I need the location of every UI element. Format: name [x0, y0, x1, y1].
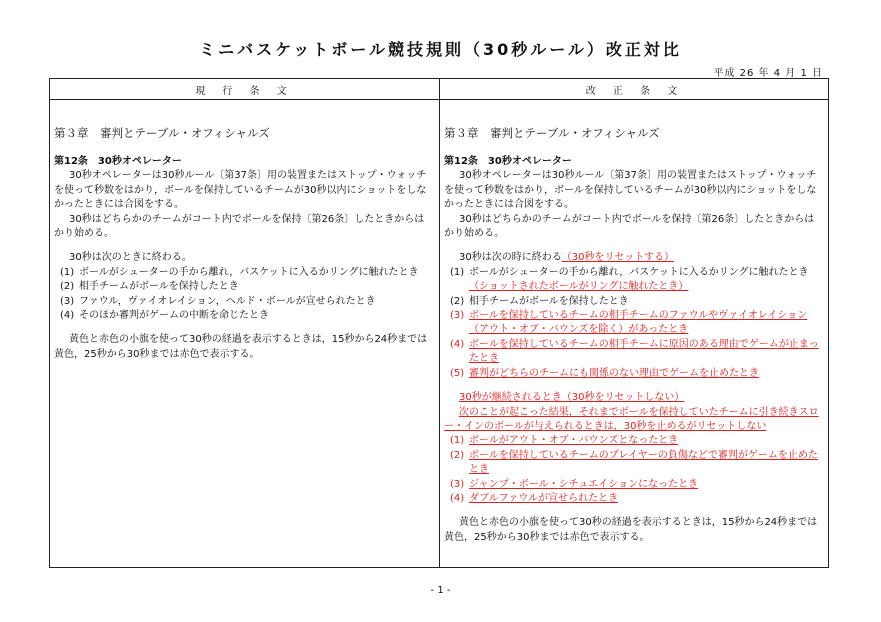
document-title: ミニバスケットボール競技規則（30秒ルール）改正対比 [199, 40, 682, 59]
continue-title: 30秒が継続されるとき（30秒をリセットしない） [459, 392, 685, 404]
revised-article [444, 155, 824, 545]
revised-flag-para: 黄色と赤色の小旗を使って30秒の経過を表示するときは，15秒から24秒までは黄色，25秒から30秒までは赤色で表示する。 [444, 517, 818, 543]
current-flag-para: 黄色と赤色の小旗を使って30秒の経過を表示するときは，15秒から24秒までは黄色，25秒から30秒までは赤色で表示する。 [54, 334, 428, 360]
continue-para: 次のことが起こった結果，それまでボールを保持していたチームに引き続きスロー・インのボールが与えられるときは，30秒を止めるがリセットしない [444, 406, 819, 432]
revision-date: 平成 26 年 4 月 1 日 [713, 68, 823, 79]
revised-article-title: 第12条 30秒オペレーター [444, 156, 572, 167]
list-item: (3) ボールを保持しているチームの相手チームのファウルやヴァイオレイション（アウト・オブ・バウンズを除く）があったとき [450, 310, 808, 336]
current-chapter-title: 第３章 審判とテーブル・オフィシャルズ [54, 126, 270, 140]
current-article [54, 155, 434, 362]
revised-column-header: 改 正 条 文 [585, 86, 685, 97]
current-para-1: 30秒オペレーターは30秒ルール〔第37条〕用の装置またはストップ・ウォッチを使って秒数をはかり，ボールを保持しているチームが30秒以内にショットをしなかったときには合図をする。 [54, 170, 427, 211]
list-item: (2) 相手チームがボールを保持したとき [450, 295, 629, 307]
amendment-text: （ショットされたボールがリングに触れたとき） [469, 281, 689, 293]
revised-end-intro-amendment: （30秒をリセットする） [561, 252, 675, 264]
list-item: (2) ボールを保持しているチームのプレイヤーの負傷などで審判がゲームを止めたとき [450, 449, 818, 476]
comparison-table [49, 78, 829, 568]
current-article-title: 第12条 30秒オペレーター [54, 156, 182, 167]
current-para-2: 30秒はどちらかのチームがコート内でボールを保持〔第26条〕したときからはかり始める。 [54, 213, 425, 240]
list-item: (1) ボールがアウト・オブ・バウンズとなったとき [450, 435, 679, 447]
revised-para-2: 30秒はどちらかのチームがコート内でボールを保持〔第26条〕したときからはかり始める。 [444, 213, 815, 240]
revised-chapter-title: 第３章 審判とテーブル・オフィシャルズ [444, 126, 660, 140]
list-item: (2) 相手チームがボールを保持したとき [60, 281, 239, 293]
list-item: (4) ボールを保持しているチームの相手チームに原因のある理由でゲームが止まったとき [450, 338, 819, 365]
header-divider [50, 99, 828, 100]
list-item: (1) ボールがシューターの手から離れ，バスケットに入るかリングに触れたとき（ショットされたボールがリングに触れたとき） [450, 266, 809, 293]
current-end-intro: 30秒は次のときに終わる。 [69, 252, 192, 264]
current-column [54, 125, 434, 362]
revised-column [444, 125, 824, 545]
current-column-header: 現 行 条 文 [195, 86, 294, 97]
revised-end-intro: 30秒は次の時に終わる（30秒をリセットする） [459, 252, 675, 264]
page-number: - 1 - [430, 585, 451, 596]
list-item: (3) ジャンプ・ボール・シチュエイションになったとき [450, 478, 699, 490]
list-item: (1) ボールがシューターの手から離れ，バスケットに入るかリングに触れたとき [60, 266, 419, 278]
list-item: (3) ファウル，ヴァイオレイション，ヘルド・ボールが宣せられたとき [60, 295, 376, 307]
list-item: (4) ダブルファウルが宣せられたとき [450, 492, 619, 504]
list-item: (5) 審判がどちらのチームにも関係のない理由でゲームを止めたとき [450, 367, 759, 379]
column-divider [439, 79, 440, 567]
revised-para-1: 30秒オペレーターは30秒ルール〔第37条〕用の装置またはストップ・ウォッチを使って秒数をはかり，ボールを保持しているチームが30秒以内にショットをしなかったときには合図をする。 [444, 170, 817, 211]
list-item: (4) そのほか審判がゲームの中断を命じたとき [60, 310, 269, 322]
